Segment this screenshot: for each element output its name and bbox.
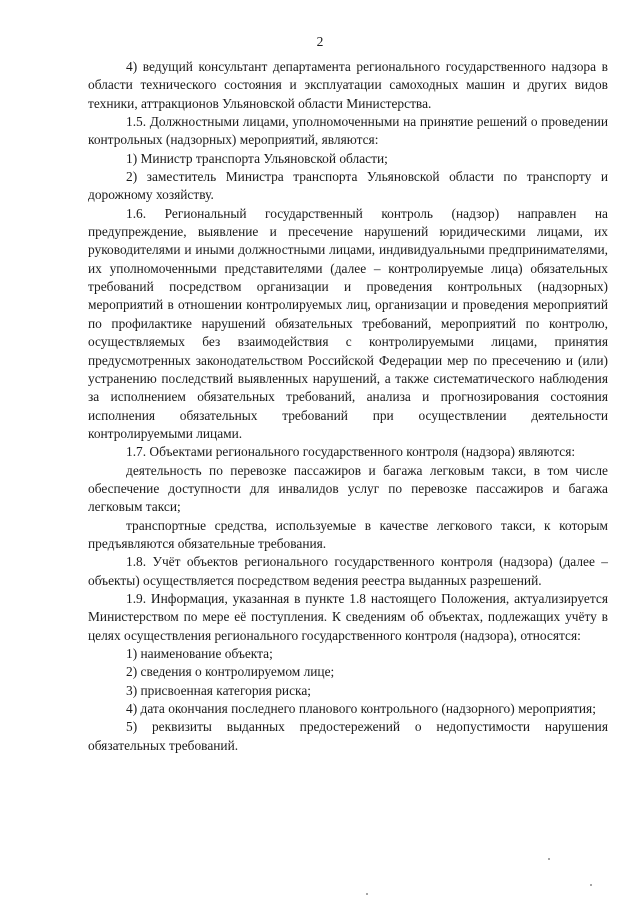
document-body (88, 58, 608, 755)
list-item-warnings: 5) реквизиты выданных предостережений о недопустимости нарушения обязательных требований. (88, 719, 608, 753)
paragraph-4-consultant: 4) ведущий консультант департамента регионального государственного надзора в области технического состояния и эксплуатации самоходных машин и других видов техники, аттракционов Ульяновской области Министерства. (88, 59, 608, 111)
list-item-object-name: 1) наименование объекта; (126, 646, 273, 661)
paragraph-1-6: 1.6. Региональный государственный контроль (надзор) направлен на предупреждение, выявление и пресечение нарушений юридическими лицами, их руководителями и иными должностными лицами, индивидуальными предпринимателями, их уполномоченными представителями (далее – контролируемые лица) обязательных требований посредством организации и проведения контрольных (надзорных) мероприятий в отношении контролируемых лиц, организации и проведения мероприятий по профилактике нарушений обязательных требований, мероприятий по контролю, осуществляемых без взаимодействия с контролируемыми лицами, принятия предусмотренных законодательством Российской Федерации мер по пресечению и (или) устранению последствий выявленных нарушений, а также систематического наблюдения за исполнением обязательных требований, анализа и прогнозирования состояния исполнения обязательных требований при осуществлении деятельности контролируемыми лицами. (88, 205, 608, 441)
paragraph-1-7: 1.7. Объектами регионального государственного контроля (надзора) являются: (126, 444, 576, 460)
list-item-controlled-person: 2) сведения о контролируемом лице; (126, 664, 335, 680)
objects-item-activity: деятельность по перевозке пассажиров и багажа легковым такси, в том числе обеспечение доступности для инвалидов услуг по перевозке пассажиров и багажа легковым такси; (88, 462, 608, 515)
list-item-risk-category: 3) присвоенная категория риска; (126, 682, 311, 698)
page-number: 2 (316, 34, 324, 49)
paragraph-1-8: 1.8. Учёт объектов регионального государственного контроля (надзора) (далее – объекты) осуществляется посредством ведения реестра выданных разрешений. (88, 554, 608, 588)
list-item-minister: 1) Министр транспорта Ульяновской области; (126, 150, 388, 166)
objects-item-vehicles: транспортные средства, используемые в качестве легкового такси, к которым предъявляются обязательные требования. (88, 517, 608, 551)
list-item-deputy-minister: 2) заместитель Министра транспорта Ульяновской области по транспорту и дорожному хозяйству. (88, 169, 608, 203)
scan-speck (548, 858, 550, 860)
paragraph-1-9: 1.9. Информация, указанная в пункте 1.8 настоящего Положения, актуализируется Министерством по мере её поступления. К сведениям об объектах, подлежащих учёту в целях осуществления регионального государственного контроля (надзора), относятся: (88, 590, 608, 643)
scan-speck (366, 893, 368, 895)
scan-speck (590, 884, 592, 886)
paragraph-1-5: 1.5. Должностными лицами, уполномоченными на принятие решений о проведении контрольных (надзорных) мероприятий, являются: (88, 114, 608, 148)
list-item-last-event-date: 4) дата окончания последнего планового контрольного (надзорного) мероприятия; (126, 701, 596, 717)
